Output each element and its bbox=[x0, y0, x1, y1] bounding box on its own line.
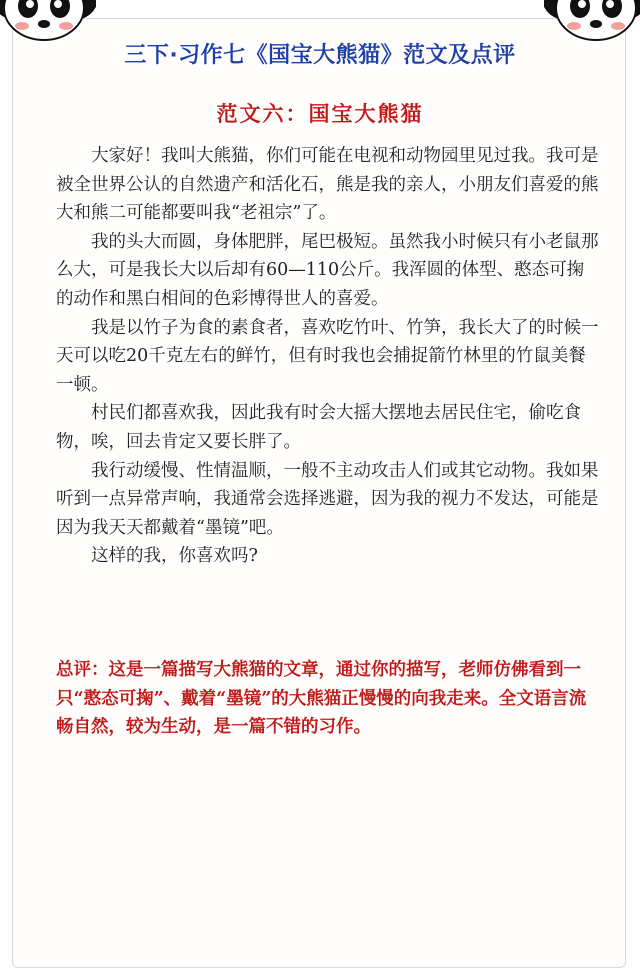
page-header-title: 三下·习作七《国宝大熊猫》范文及点评 bbox=[124, 43, 516, 68]
essay-paragraph: 我行动缓慢、性情温顺，一般不主动攻击人们或其它动物。我如果听到一点异常声响，我通常会选择逃避，因为我的视力不发达，可能是因为我天天都戴着“墨镜”吧。 bbox=[56, 460, 599, 538]
teacher-comment: 总评：这是一篇描写大熊猫的文章，通过你的描写，老师仿佛看到一只“憨态可掬”、戴着“墨镜”的大熊猫正慢慢的向我走来。全文语言流畅自然，较为生动，是一篇不错的习作。 bbox=[56, 660, 587, 738]
essay-paragraph: 大家好！我叫大熊猫，你们可能在电视和动物园里见过我。我可是被全世界公认的自然遗产和活化石，熊是我的亲人，小朋友们喜爱的熊大和熊二可能都要叫我“老祖宗”了。 bbox=[56, 146, 599, 224]
essay-title: 范文六：国宝大熊猫 bbox=[216, 101, 424, 126]
essay-paragraph: 这样的我，你喜欢吗? bbox=[91, 546, 258, 567]
essay-body bbox=[56, 142, 600, 571]
essay-paragraph: 村民们都喜欢我，因此我有时会大摇大摆地去居民住宅，偷吃食物，唉，回去肯定又要长胖了。 bbox=[56, 403, 581, 452]
essay-paragraph: 我是以竹子为食的素食者，喜欢吃竹叶、竹笋，我长大了的时候一天可以吃20千克左右的鲜竹，但有时我也会捕捉箭竹林里的竹鼠美餐一顿。 bbox=[56, 317, 599, 395]
essay-paragraph: 我的头大而圆，身体肥胖，尾巴极短。虽然我小时候只有小老鼠那么大，可是我长大以后却有60—110公斤。我浑圆的体型、憨态可掬的动作和黑白相间的色彩博得世人的喜爱。 bbox=[56, 231, 599, 309]
